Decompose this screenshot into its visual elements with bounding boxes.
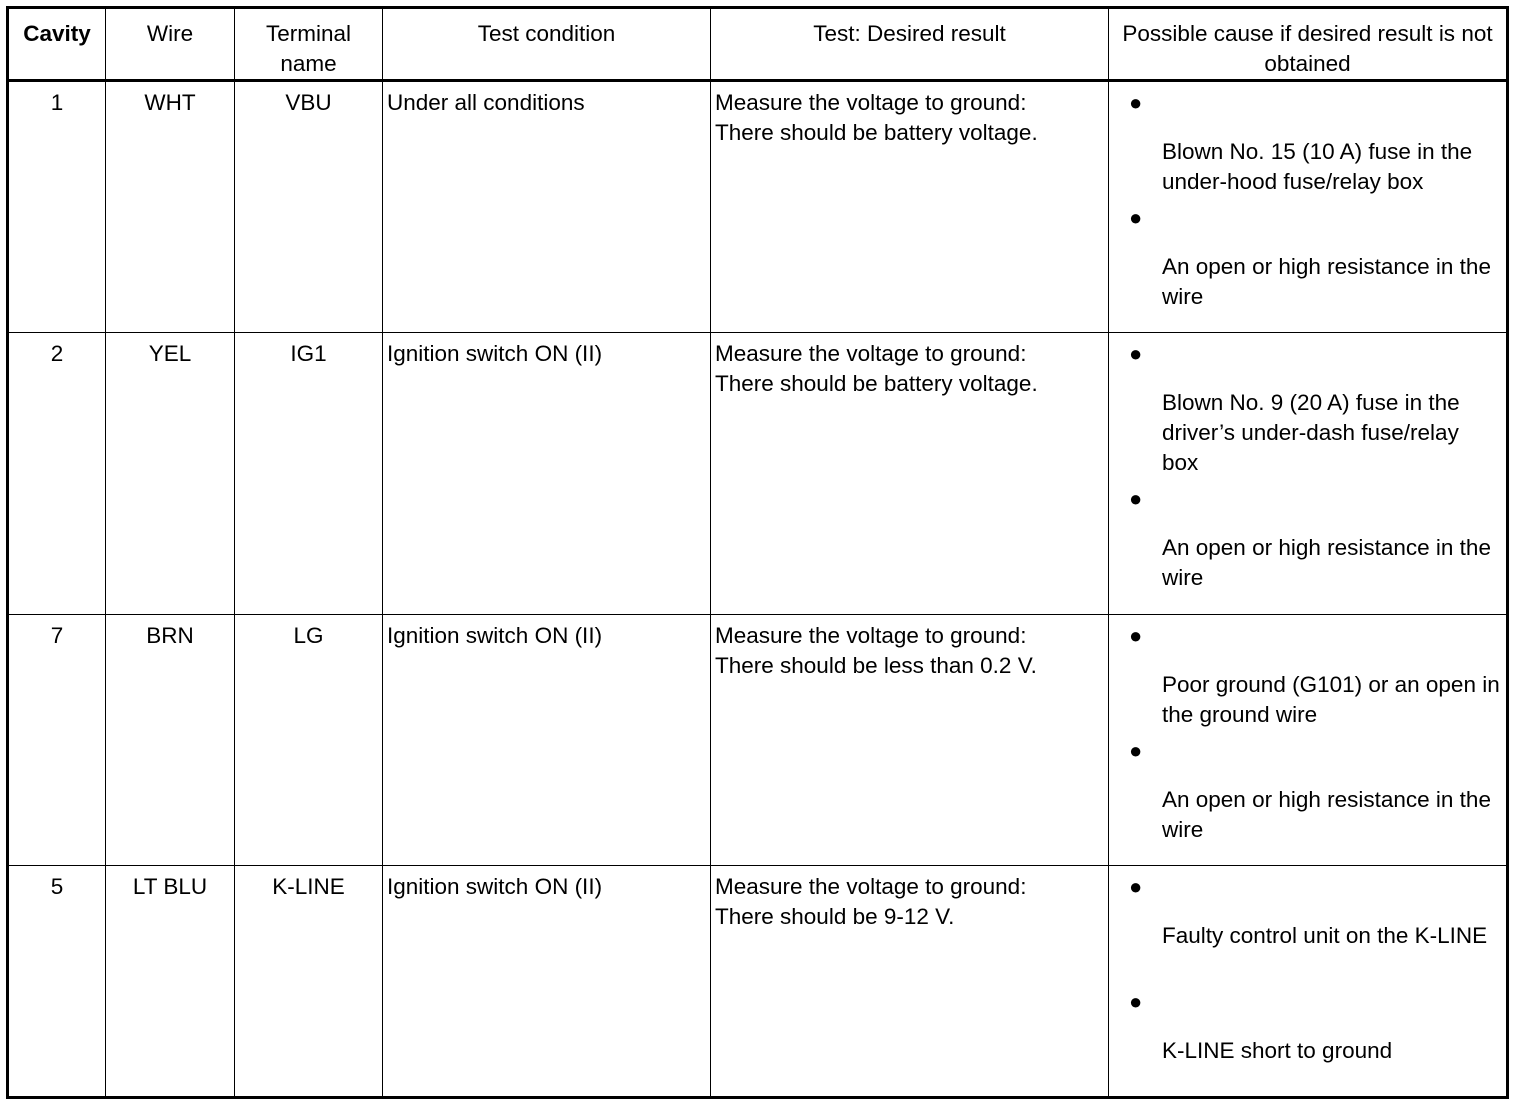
wire-cell: YEL: [106, 333, 235, 615]
result-cell: [711, 333, 1109, 615]
cavity-cell: 2: [8, 333, 106, 615]
cause-text: Blown No. 9 (20 A) fuse in the driver’s under-dash fuse/relay box: [1162, 390, 1460, 475]
bullet-icon: ●: [1129, 738, 1143, 763]
result-cell: [711, 81, 1109, 333]
cause-text: Faulty control unit on the K-LINE: [1162, 923, 1488, 948]
result-line: Measure the voltage to ground:: [715, 90, 1027, 115]
cause-item: [1109, 615, 1506, 730]
condition-cell: Ignition switch ON (II): [383, 333, 711, 615]
diagnostic-table: [6, 6, 1509, 1099]
header-possible-cause: Possible cause if desired result is not obtained: [1109, 8, 1508, 81]
result-line: There should be less than 0.2 V.: [715, 653, 1037, 678]
bullet-icon: ●: [1129, 341, 1143, 366]
condition-cell: Under all conditions: [383, 81, 711, 333]
result-line: Measure the voltage to ground:: [715, 874, 1027, 899]
result-cell: [711, 866, 1109, 1098]
cause-text: Blown No. 15 (10 A) fuse in the under-hood fuse/relay box: [1162, 139, 1473, 194]
cause-cell: [1109, 615, 1508, 866]
result-line: There should be battery voltage.: [715, 120, 1038, 145]
cause-item: [1109, 478, 1506, 593]
bullet-icon: ●: [1129, 486, 1143, 511]
cause-text: An open or high resistance in the wire: [1162, 535, 1491, 590]
header-desired-result: Test: Desired result: [711, 8, 1109, 81]
cause-cell: [1109, 81, 1508, 333]
cause-text: K-LINE short to ground: [1162, 1038, 1393, 1063]
cause-item: [1109, 82, 1506, 197]
cause-item: [1109, 197, 1506, 312]
wire-cell: WHT: [106, 81, 235, 333]
result-line: There should be 9-12 V.: [715, 904, 955, 929]
wire-cell: LT BLU: [106, 866, 235, 1098]
result-cell: [711, 615, 1109, 866]
bullet-icon: ●: [1129, 989, 1143, 1014]
terminal-cell: K-LINE: [235, 866, 383, 1098]
table-row: [8, 615, 1508, 866]
cause-text: Poor ground (G101) or an open in the ground wire: [1162, 672, 1500, 727]
bullet-icon: ●: [1129, 205, 1143, 230]
result-line: Measure the voltage to ground:: [715, 623, 1027, 648]
cavity-cell: 7: [8, 615, 106, 866]
condition-cell: Ignition switch ON (II): [383, 866, 711, 1098]
cause-cell: [1109, 866, 1508, 1098]
table-row: [8, 81, 1508, 333]
condition-cell: Ignition switch ON (II): [383, 615, 711, 866]
header-row: [8, 8, 1508, 81]
cause-item: [1109, 333, 1506, 478]
bullet-icon: ●: [1129, 874, 1143, 899]
cavity-cell: 1: [8, 81, 106, 333]
cause-item: [1109, 981, 1506, 1096]
cause-text: An open or high resistance in the wire: [1162, 787, 1491, 842]
terminal-cell: LG: [235, 615, 383, 866]
table-row: [8, 866, 1508, 1098]
cavity-cell: 5: [8, 866, 106, 1098]
cause-text: An open or high resistance in the wire: [1162, 254, 1491, 309]
cause-item: [1109, 730, 1506, 845]
result-line: Measure the voltage to ground:: [715, 341, 1027, 366]
cause-item: [1109, 866, 1506, 981]
terminal-cell: IG1: [235, 333, 383, 615]
wire-cell: BRN: [106, 615, 235, 866]
header-test-condition: Test condition: [383, 8, 711, 81]
header-cavity: Cavity: [8, 8, 106, 81]
cause-cell: [1109, 333, 1508, 615]
bullet-icon: ●: [1129, 90, 1143, 115]
table-row: [8, 333, 1508, 615]
header-wire: Wire: [106, 8, 235, 81]
header-terminal-name: Terminal name: [235, 8, 383, 81]
bullet-icon: ●: [1129, 623, 1143, 648]
result-line: There should be battery voltage.: [715, 371, 1038, 396]
terminal-cell: VBU: [235, 81, 383, 333]
